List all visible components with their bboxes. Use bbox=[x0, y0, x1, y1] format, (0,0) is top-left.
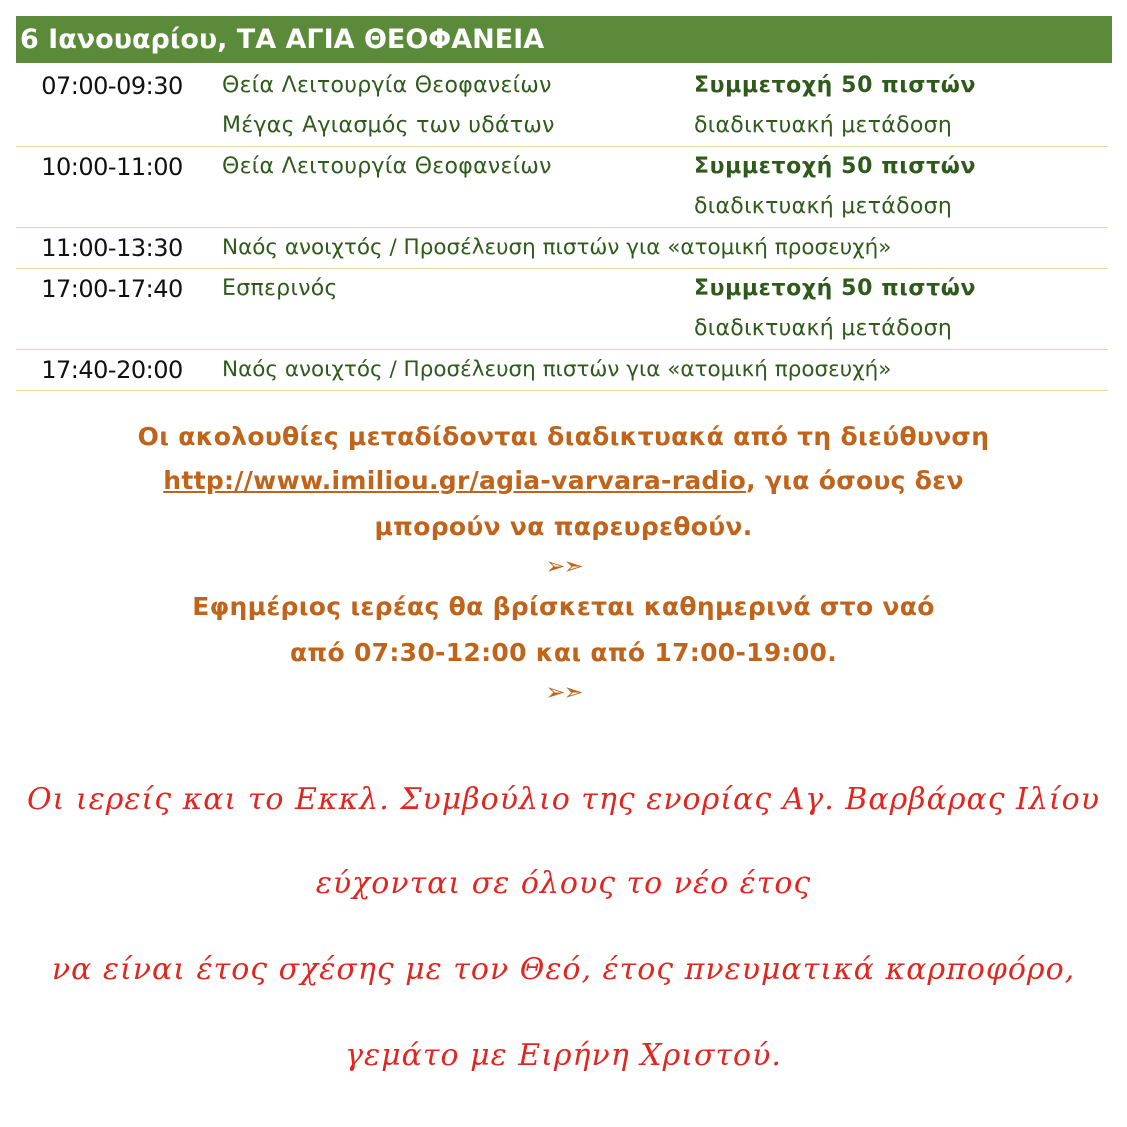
divider-ornament: ➢➣ bbox=[545, 678, 582, 706]
participation-note: Συμμετοχή 50 πιστών bbox=[694, 276, 977, 301]
wish-line: γεμάτο με Ειρήνη Χριστού. bbox=[345, 1038, 782, 1073]
service-cell: Ναός ανοιχτός / Προσέλευση πιστών για «ατομική προσευχή» bbox=[222, 357, 892, 382]
service-cell: Θεία Λειτουργία Θεοφανείων bbox=[222, 154, 552, 179]
page-title: 6 Ιανουαρίου, ΤΑ ΑΓΙΑ ΘΕΟΦΑΝΕΙΑ bbox=[16, 16, 1112, 63]
time-cell: 07:00-09:30 bbox=[41, 72, 183, 100]
time-cell: 17:40-20:00 bbox=[41, 356, 183, 384]
table-row bbox=[16, 66, 1108, 147]
time-cell: 11:00-13:30 bbox=[41, 234, 183, 262]
participation-note: Συμμετοχή 50 πιστών bbox=[694, 73, 977, 98]
wish-line: Οι ιερείς και το Εκκλ. Συμβούλιο της ενορίας Αγ. Βαρβάρας Ιλίου bbox=[27, 782, 1100, 817]
table-row bbox=[16, 350, 1108, 391]
schedule-table bbox=[16, 66, 1108, 391]
service-cell: Μέγας Αγιασμός των υδάτων bbox=[222, 113, 555, 138]
divider-ornament: ➢➣ bbox=[545, 552, 582, 580]
priest-notice-line: από 07:30-12:00 και από 17:00-19:00. bbox=[289, 638, 838, 667]
table-row bbox=[16, 228, 1108, 269]
wish-line: να είναι έτος σχέσης με τον Θεό, έτος πνευματικά καρποφόρο, bbox=[51, 952, 1076, 987]
table-row bbox=[16, 269, 1108, 350]
broadcast-note: διαδικτυακή μετάδοση bbox=[694, 316, 953, 341]
notice-text: , για όσους δεν bbox=[746, 466, 964, 495]
table-row bbox=[16, 147, 1108, 228]
broadcast-notice-line: Οι ακολουθίες μεταδίδονται διαδικτυακά από τη διεύθυνση bbox=[137, 422, 990, 451]
time-cell: 17:00-17:40 bbox=[41, 275, 183, 303]
radio-link[interactable]: http://www.imiliou.gr/agia-varvara-radio bbox=[163, 466, 747, 495]
wish-line: εύχονται σε όλους το νέο έτος bbox=[315, 866, 812, 901]
broadcast-note: διαδικτυακή μετάδοση bbox=[694, 194, 953, 219]
service-cell: Ναός ανοιχτός / Προσέλευση πιστών για «ατομική προσευχή» bbox=[222, 235, 892, 260]
broadcast-notice-line bbox=[0, 466, 1127, 495]
service-cell: Θεία Λειτουργία Θεοφανείων bbox=[222, 73, 552, 98]
service-cell: Εσπερινός bbox=[222, 276, 338, 301]
time-cell: 10:00-11:00 bbox=[41, 153, 183, 181]
participation-note: Συμμετοχή 50 πιστών bbox=[694, 154, 977, 179]
broadcast-notice-line: μπορούν να παρευρεθούν. bbox=[374, 512, 753, 541]
broadcast-note: διαδικτυακή μετάδοση bbox=[694, 113, 953, 138]
priest-notice-line: Εφημέριος ιερέας θα βρίσκεται καθημερινά στο ναό bbox=[192, 592, 935, 621]
